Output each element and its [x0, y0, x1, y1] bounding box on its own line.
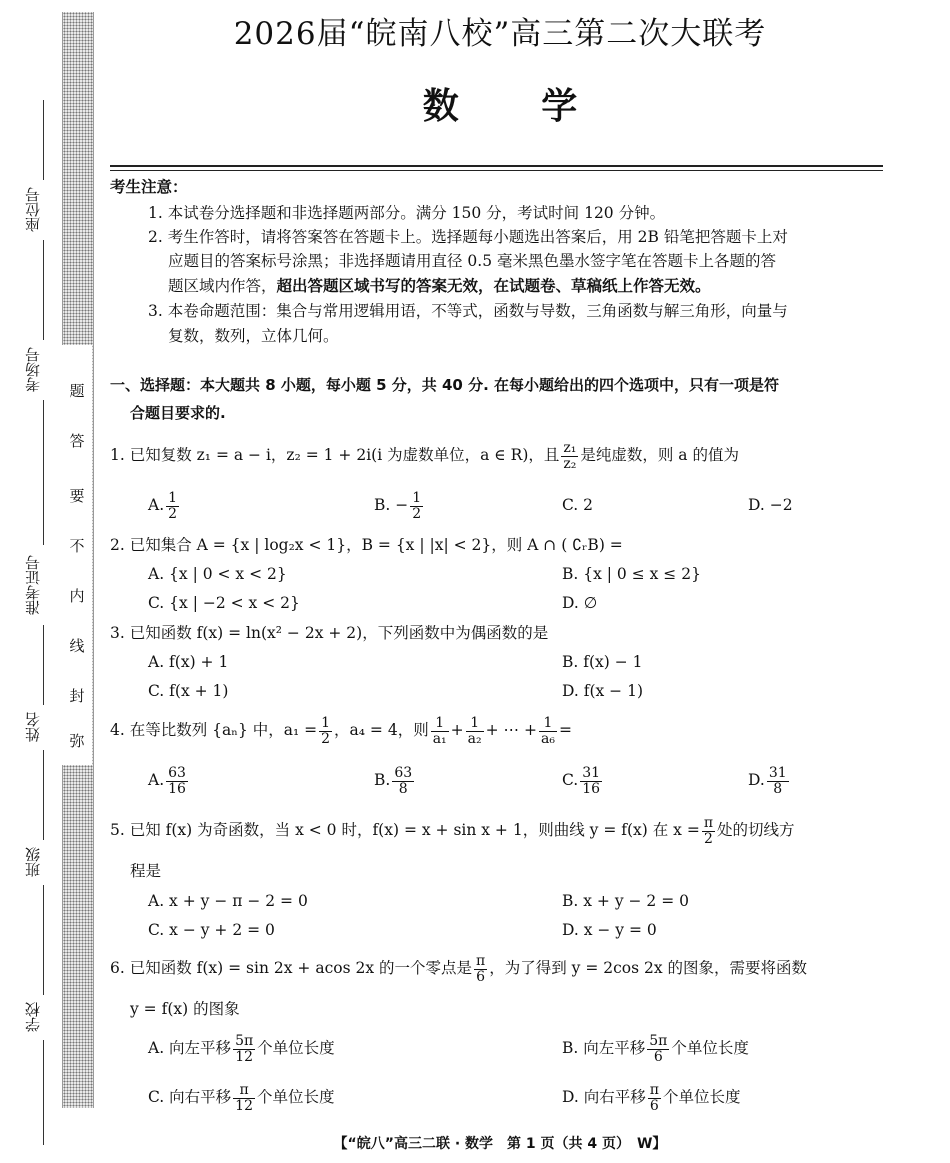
q1-option-a [148, 490, 181, 522]
q5-option-a: A. x + y − π − 2 = 0 [148, 892, 308, 910]
numerator: z₁ [563, 439, 577, 456]
notice-item: 3. 本卷命题范围：集合与常用逻辑用语，不等式，函数与导数，三角函数与解三角形，向量与 [148, 302, 788, 320]
seal-char: 题 [69, 382, 85, 400]
notice-text: 题区域内作答， [168, 277, 277, 295]
numerator: π [233, 1083, 255, 1099]
numerator: 1 [431, 716, 449, 732]
question-4-stem [110, 715, 572, 747]
numerator: 1 [412, 489, 422, 506]
subject-title: 数 学 [422, 86, 578, 127]
denominator: a₂ [467, 730, 482, 747]
notice-item: 复数，数列，立体几何。 [168, 327, 339, 345]
denominator: z₂ [563, 455, 577, 472]
numerator: 1 [539, 716, 557, 732]
fraction [767, 766, 789, 797]
numerator: 5π [649, 1032, 668, 1049]
denominator: 6 [653, 1048, 663, 1065]
q3-option-b: B. f(x) − 1 [562, 653, 643, 671]
operator: + [450, 721, 464, 739]
denominator: 16 [582, 780, 601, 797]
q1-option-c: C. 2 [562, 496, 594, 514]
notice-item: 1. 本试卷分选择题和非选择题两部分。满分 150 分，考试时间 120 分钟。 [148, 204, 666, 222]
question-3-stem: 3. 已知函数 f(x) = ln(x² − 2x + 2)，下列函数中为偶函数的是 [110, 624, 549, 642]
numerator: π [703, 814, 714, 831]
fraction [166, 766, 188, 797]
q2-option-a: A. {x | 0 < x < 2} [148, 565, 287, 583]
fraction [580, 766, 602, 797]
q4-option-a [148, 765, 190, 797]
seal-char: 弥 [69, 732, 85, 750]
q5-option-b: B. x + y − 2 = 0 [562, 892, 689, 910]
denominator: 12 [235, 1097, 253, 1114]
question-5-stem [110, 815, 795, 847]
header-rule [110, 165, 883, 167]
option-text: D. 向右平移 [562, 1088, 646, 1106]
q6-option-a [148, 1033, 335, 1065]
q5-option-c: C. x − y + 2 = 0 [148, 921, 275, 939]
q3-option-d: D. f(x − 1) [562, 682, 644, 700]
q1-option-b [374, 490, 425, 522]
option-label: D. [748, 771, 765, 789]
section-heading-cont: 合题目要求的. [130, 404, 226, 422]
question-5-stem-cont: 程是 [130, 862, 162, 880]
stem-text: ，a₄ = 4，则 [334, 721, 429, 739]
exam-title: 2026届“皖南八校”高三第二次大联考 [233, 16, 767, 52]
stem-text: 处的切线方 [717, 821, 795, 839]
fraction [561, 441, 578, 472]
operator: = [558, 721, 572, 739]
stem-text: 4. 在等比数列 {aₙ} 中，a₁ = [110, 721, 318, 739]
stem-text: 是纯虚数，则 a 的值为 [580, 446, 739, 464]
option-label: A. [148, 496, 165, 514]
option-label: B. − [374, 496, 409, 514]
header-rule-thin [110, 170, 883, 171]
q5-option-d: D. x − y = 0 [562, 921, 657, 939]
denominator: 2 [412, 505, 422, 522]
q2-option-c: C. {x | −2 < x < 2} [148, 594, 300, 612]
numerator: 1 [321, 714, 331, 731]
fraction [647, 1034, 669, 1065]
stem-text: 5. 已知 f(x) 为奇函数，当 x < 0 时，f(x) = x + sin x + 1，则曲线 y = f(x) 在 x = [110, 821, 700, 839]
q6-option-c [148, 1082, 335, 1114]
numerator: 5π [235, 1032, 254, 1049]
question-6-stem-cont: y = f(x) 的图象 [130, 1000, 240, 1018]
q4-option-c [562, 765, 604, 797]
option-label: C. [562, 771, 579, 789]
q4-option-d [748, 765, 791, 797]
option-text: 个单位长度 [671, 1039, 749, 1057]
denominator: 8 [773, 780, 783, 797]
denominator: 2 [168, 505, 178, 522]
seal-char: 封 [69, 687, 85, 705]
fraction [474, 954, 487, 985]
numerator: 31 [768, 764, 787, 781]
q4-option-b [374, 765, 416, 797]
fraction [233, 1034, 255, 1065]
exam-room-label: 考场号 [22, 340, 46, 400]
fraction [233, 1083, 255, 1114]
q6-option-d [562, 1082, 740, 1114]
stem-text: 6. 已知函数 f(x) = sin 2x + acos 2x 的一个零点是 [110, 959, 472, 977]
denominator: 16 [168, 780, 186, 797]
seat-number-label: 座位号 [22, 180, 46, 240]
denominator: a₆ [540, 730, 555, 747]
option-text: B. 向左平移 [562, 1039, 646, 1057]
seal-char: 答 [69, 432, 85, 450]
stem-text: ，为了得到 y = 2cos 2x 的图象，需要将函数 [489, 959, 808, 977]
denominator: 2 [321, 730, 331, 747]
seal-char: 要 [69, 487, 85, 505]
option-text: A. 向左平移 [148, 1039, 232, 1057]
option-label: B. [374, 771, 391, 789]
numerator: π [649, 1081, 659, 1098]
denominator: 6 [649, 1097, 659, 1114]
fraction [466, 716, 484, 747]
page-footer: 【“皖八”高三二联 · 数学 第 1 页（共 4 页） W】 [333, 1136, 667, 1152]
option-text: 个单位长度 [257, 1039, 335, 1057]
stem-text: 1. 已知复数 z₁ = a − i，z₂ = 1 + 2i(i 为虚数单位，a ∈ R)，且 [110, 446, 560, 464]
notice-item: 2. 考生作答时，请将答案答在答题卡上。选择题每小题选出答案后，用 2B 铅笔把答题卡上对 [148, 228, 788, 246]
option-text: 个单位长度 [662, 1088, 741, 1106]
question-6-stem [110, 953, 807, 985]
fraction [539, 716, 557, 747]
q3-option-c: C. f(x + 1) [148, 682, 229, 700]
numerator: 63 [168, 764, 186, 781]
q2-option-d: D. ∅ [562, 594, 598, 612]
numerator: 1 [466, 716, 484, 732]
denominator: 12 [235, 1048, 254, 1065]
notice-heading: 考生注意： [110, 178, 188, 196]
numerator: 31 [582, 764, 601, 781]
question-2-stem: 2. 已知集合 A = {x | log₂x < 1}，B = {x | |x| < 2}，则 A ∩ ( ∁ᵣB) = [110, 536, 623, 554]
school-label: 学校 [22, 995, 46, 1040]
seal-char: 不 [69, 537, 85, 555]
q6-option-b [562, 1033, 749, 1065]
notice-item: 应题目的答案标号涂黑；非选择题请用直径 0.5 毫米黑色墨水签字笔在答题卡上各题的答 [168, 252, 777, 270]
section-heading: 一、选择题：本大题共 8 小题，每小题 5 分，共 40 分. 在每小题给出的四个选项中，只有一项是符 [110, 376, 780, 394]
operator: + ⋯ + [485, 721, 537, 739]
option-text: 个单位长度 [257, 1088, 335, 1106]
fraction [431, 716, 449, 747]
option-label: A. [148, 771, 165, 789]
option-text: C. 向右平移 [148, 1088, 232, 1106]
fraction [319, 716, 332, 747]
q1-option-d: D. −2 [748, 496, 793, 514]
denominator: 6 [476, 968, 486, 985]
name-label: 姓名 [22, 705, 46, 750]
fraction [166, 491, 179, 522]
numerator: π [476, 952, 486, 969]
numerator: 1 [168, 489, 178, 506]
denominator: 2 [703, 830, 713, 847]
notice-emphasis: 超出答题区域书写的答案无效，在试题卷、草稿纸上作答无效。 [276, 277, 711, 295]
admission-number-label: 准考证号 [22, 545, 46, 625]
fraction [702, 816, 715, 847]
denominator: 8 [398, 780, 408, 797]
class-label: 班级 [22, 840, 46, 885]
fraction [410, 491, 423, 522]
fraction [648, 1083, 661, 1114]
denominator: a₁ [432, 730, 447, 747]
q3-option-a: A. f(x) + 1 [148, 653, 229, 671]
question-1-stem [110, 440, 739, 472]
seal-char: 线 [69, 637, 85, 655]
numerator: 63 [394, 764, 413, 781]
seal-char: 内 [69, 587, 85, 605]
fraction [392, 766, 414, 797]
q2-option-b: B. {x | 0 ≤ x ≤ 2} [562, 565, 701, 583]
